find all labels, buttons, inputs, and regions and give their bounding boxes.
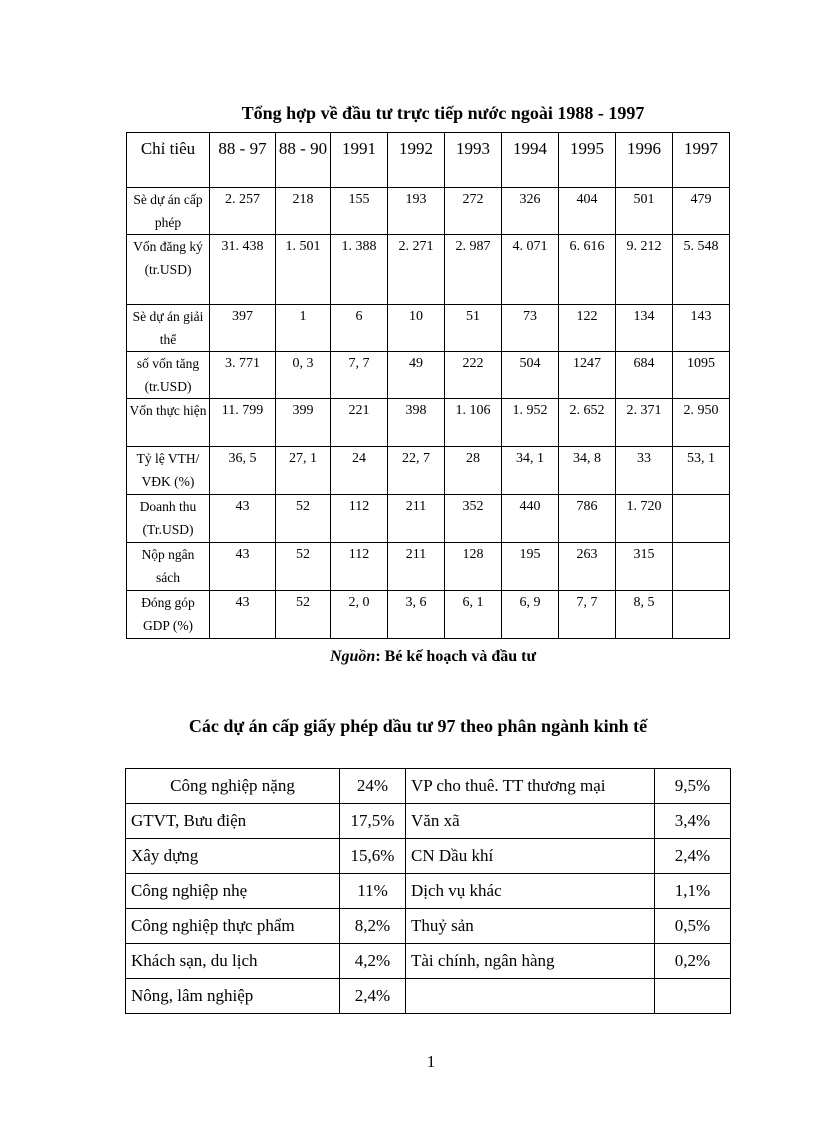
table1-header-cell: 1995 xyxy=(559,133,616,188)
row-label: Sè dự án giải thể xyxy=(127,305,210,352)
table-cell: 28 xyxy=(445,447,502,495)
table-cell: 6, 1 xyxy=(445,591,502,639)
table-cell: 134 xyxy=(616,305,673,352)
table-cell: 112 xyxy=(331,543,388,591)
source-prefix: Nguồn xyxy=(329,648,376,665)
table-cell: 272 xyxy=(445,188,502,235)
table-cell: 193 xyxy=(388,188,445,235)
table-cell: 211 xyxy=(388,495,445,543)
table-cell: 3, 6 xyxy=(388,591,445,639)
table-row xyxy=(126,944,731,979)
table-cell: 143 xyxy=(673,305,730,352)
table-cell: 49 xyxy=(388,352,445,399)
table-cell: 222 xyxy=(445,352,502,399)
table1-header-cell: 88 - 97 xyxy=(210,133,276,188)
table1-header xyxy=(127,133,730,188)
table-row xyxy=(127,591,730,639)
sector-percent: 24% xyxy=(340,769,406,804)
table-cell: 8, 5 xyxy=(616,591,673,639)
table-cell: 128 xyxy=(445,543,502,591)
table-cell: 34, 8 xyxy=(559,447,616,495)
sector-name: Khách sạn, du lịch xyxy=(126,944,340,979)
table-cell: 1. 501 xyxy=(276,235,331,305)
table-cell: 2. 257 xyxy=(210,188,276,235)
table-cell: 2, 0 xyxy=(331,591,388,639)
table-cell: 9. 212 xyxy=(616,235,673,305)
sector-name: Văn xã xyxy=(406,804,655,839)
row-label: Tỷ lệ VTH/ VĐK (%) xyxy=(127,447,210,495)
row-label: Vốn đăng ký (tr.USD) xyxy=(127,235,210,305)
table-cell: 36, 5 xyxy=(210,447,276,495)
row-label: Vốn thực hiện xyxy=(127,399,210,447)
table-row xyxy=(126,804,731,839)
table-cell: 398 xyxy=(388,399,445,447)
sector-name: VP cho thuê. TT thương mại xyxy=(406,769,655,804)
table-cell: 73 xyxy=(502,305,559,352)
table1-header-cell: Chỉ tiêu xyxy=(127,133,210,188)
table-cell xyxy=(673,543,730,591)
sector-percent: 2,4% xyxy=(655,839,731,874)
row-label: Nộp ngân sách xyxy=(127,543,210,591)
table-cell xyxy=(673,495,730,543)
table-row xyxy=(127,352,730,399)
table-cell: 43 xyxy=(210,543,276,591)
sector-percent: 4,2% xyxy=(340,944,406,979)
sector-percent: 1,1% xyxy=(655,874,731,909)
table-cell: 31. 438 xyxy=(210,235,276,305)
table-cell: 52 xyxy=(276,543,331,591)
table1-header-cell: 1996 xyxy=(616,133,673,188)
sector-percent: 3,4% xyxy=(655,804,731,839)
table-cell: 6 xyxy=(331,305,388,352)
table-cell: 155 xyxy=(331,188,388,235)
table-cell: 501 xyxy=(616,188,673,235)
table-cell: 315 xyxy=(616,543,673,591)
table-cell: 1. 720 xyxy=(616,495,673,543)
table-cell: 1095 xyxy=(673,352,730,399)
table-cell: 52 xyxy=(276,495,331,543)
table-cell: 112 xyxy=(331,495,388,543)
table-cell: 6. 616 xyxy=(559,235,616,305)
table1-header-cell: 1991 xyxy=(331,133,388,188)
table-cell: 479 xyxy=(673,188,730,235)
table-cell: 2. 987 xyxy=(445,235,502,305)
table-cell: 22, 7 xyxy=(388,447,445,495)
table-cell: 52 xyxy=(276,591,331,639)
sector-name: CN Dầu khí xyxy=(406,839,655,874)
table-cell: 1 xyxy=(276,305,331,352)
table-cell: 51 xyxy=(445,305,502,352)
sector-name xyxy=(406,979,655,1014)
table-cell: 0, 3 xyxy=(276,352,331,399)
table1-title: Tổng hợp về đầu tư trực tiếp nước ngoài 1988 - 1997 xyxy=(241,103,645,123)
table-cell: 326 xyxy=(502,188,559,235)
table-cell: 24 xyxy=(331,447,388,495)
table-cell: 352 xyxy=(445,495,502,543)
table-row xyxy=(127,305,730,352)
sector-share-table xyxy=(125,768,731,1014)
table1-header-cell: 1993 xyxy=(445,133,502,188)
table-cell: 2. 271 xyxy=(388,235,445,305)
source-note xyxy=(0,646,816,668)
table-cell: 1. 106 xyxy=(445,399,502,447)
table-row xyxy=(127,447,730,495)
table1-header-cell: 1997 xyxy=(673,133,730,188)
table-cell: 195 xyxy=(502,543,559,591)
table2-title: Các dự án cấp giấy phép dầu tư 97 theo phân ngành kinh tế xyxy=(188,716,648,736)
table-row xyxy=(126,769,731,804)
table-row xyxy=(127,188,730,235)
table-cell: 1. 388 xyxy=(331,235,388,305)
sector-name: Thuỷ sản xyxy=(406,909,655,944)
sector-percent: 9,5% xyxy=(655,769,731,804)
table-cell: 684 xyxy=(616,352,673,399)
table-cell: 43 xyxy=(210,591,276,639)
row-label: Doanh thu (Tr.USD) xyxy=(127,495,210,543)
sector-percent: 0,2% xyxy=(655,944,731,979)
table-cell: 504 xyxy=(502,352,559,399)
table-row xyxy=(126,839,731,874)
table-cell: 10 xyxy=(388,305,445,352)
sector-name: Tài chính, ngân hàng xyxy=(406,944,655,979)
table-cell: 6, 9 xyxy=(502,591,559,639)
table-cell: 27, 1 xyxy=(276,447,331,495)
table-cell: 1. 952 xyxy=(502,399,559,447)
sector-percent: 11% xyxy=(340,874,406,909)
table-cell: 221 xyxy=(331,399,388,447)
table-cell: 4. 071 xyxy=(502,235,559,305)
table-cell: 786 xyxy=(559,495,616,543)
table-cell: 3. 771 xyxy=(210,352,276,399)
table-cell: 5. 548 xyxy=(673,235,730,305)
sector-percent xyxy=(655,979,731,1014)
sector-name: Công nghiệp thực phẩm xyxy=(126,909,340,944)
table1-header-cell: 88 - 90 xyxy=(276,133,331,188)
table-cell: 404 xyxy=(559,188,616,235)
table-row xyxy=(127,543,730,591)
table-cell: 11. 799 xyxy=(210,399,276,447)
sector-name: Xây dựng xyxy=(126,839,340,874)
table-cell: 1247 xyxy=(559,352,616,399)
table-row xyxy=(127,399,730,447)
row-label: Đóng góp GDP (%) xyxy=(127,591,210,639)
table-cell: 7, 7 xyxy=(331,352,388,399)
table-row xyxy=(127,235,730,305)
page-number: 1 xyxy=(426,1052,436,1071)
table-row xyxy=(127,495,730,543)
table-cell: 2. 652 xyxy=(559,399,616,447)
source-text: : Bé kế hoạch và đầu tư xyxy=(375,648,537,665)
table-row xyxy=(126,979,731,1014)
table-cell xyxy=(673,591,730,639)
table-cell: 211 xyxy=(388,543,445,591)
fdi-summary-table xyxy=(126,132,730,639)
sector-name: Dịch vụ khác xyxy=(406,874,655,909)
table-cell: 53, 1 xyxy=(673,447,730,495)
table-cell: 440 xyxy=(502,495,559,543)
sector-percent: 0,5% xyxy=(655,909,731,944)
table1-header-cell: 1994 xyxy=(502,133,559,188)
sector-percent: 15,6% xyxy=(340,839,406,874)
row-label: số vốn tăng (tr.USD) xyxy=(127,352,210,399)
sector-name: Công nghiệp nặng xyxy=(126,769,340,804)
table-cell: 218 xyxy=(276,188,331,235)
table-row xyxy=(126,874,731,909)
table1-body xyxy=(127,188,730,639)
table-cell: 397 xyxy=(210,305,276,352)
row-label: Sè dự án cấp phép xyxy=(127,188,210,235)
table-cell: 122 xyxy=(559,305,616,352)
table-cell: 43 xyxy=(210,495,276,543)
table1-header-cell: 1992 xyxy=(388,133,445,188)
sector-name: Nông, lâm nghiệp xyxy=(126,979,340,1014)
table-cell: 399 xyxy=(276,399,331,447)
sector-percent: 2,4% xyxy=(340,979,406,1014)
table-row xyxy=(126,909,731,944)
table-cell: 34, 1 xyxy=(502,447,559,495)
table-cell: 2. 371 xyxy=(616,399,673,447)
table-cell: 7, 7 xyxy=(559,591,616,639)
table-cell: 33 xyxy=(616,447,673,495)
sector-name: GTVT, Bưu điện xyxy=(126,804,340,839)
sector-percent: 8,2% xyxy=(340,909,406,944)
table-cell: 263 xyxy=(559,543,616,591)
sector-percent: 17,5% xyxy=(340,804,406,839)
table-cell: 2. 950 xyxy=(673,399,730,447)
sector-name: Công nghiệp nhẹ xyxy=(126,874,340,909)
